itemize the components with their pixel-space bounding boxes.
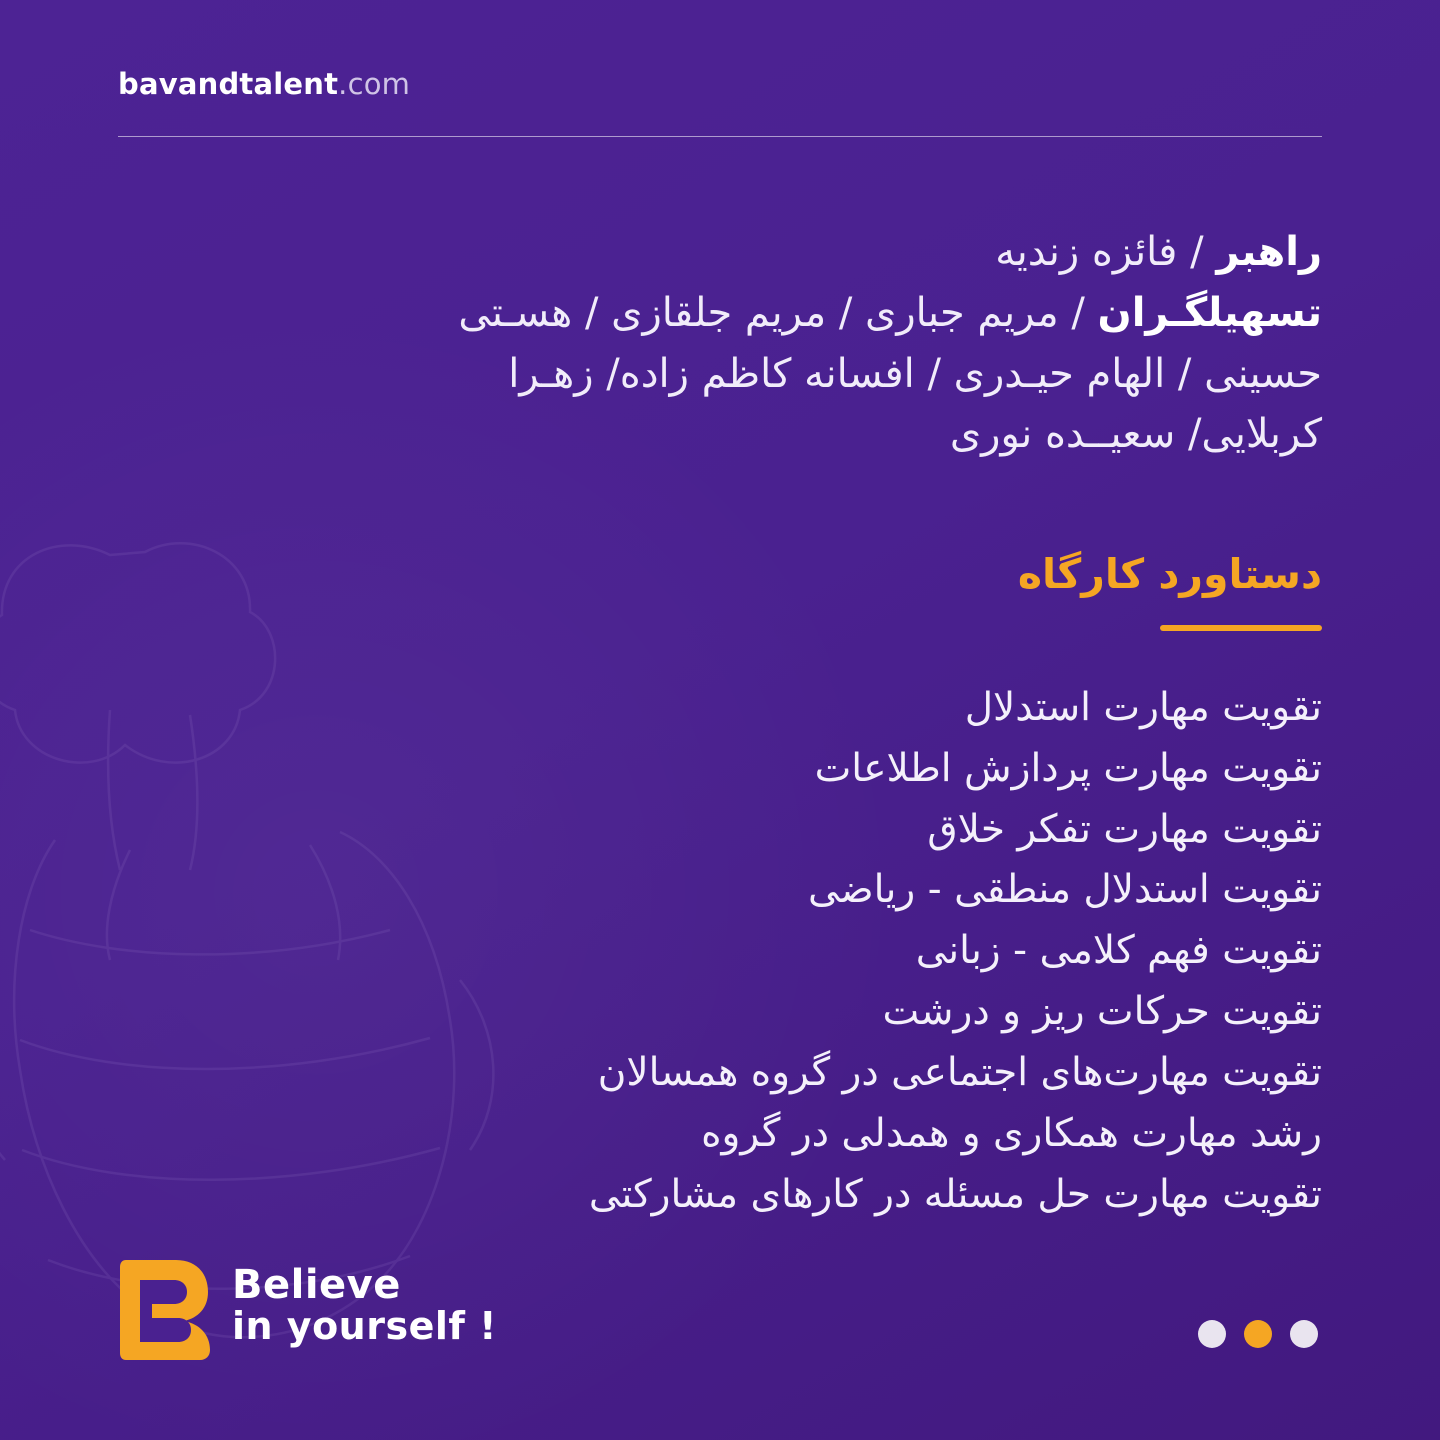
list-item: تقویت استدلال منطقی - ریاضی — [808, 867, 1322, 913]
list-item: تقویت مهارت تفکر خلاق — [927, 806, 1322, 852]
bavand-logo-icon — [118, 1250, 210, 1362]
pagination-dot-2[interactable] — [1244, 1320, 1272, 1348]
credit-facilitators — [387, 283, 1322, 465]
outcomes-list — [262, 678, 1322, 1225]
list-item: تقویت مهارت‌های اجتماعی در گروه همسالان — [597, 1049, 1322, 1095]
credit-leader-label: راهبر — [1216, 229, 1322, 275]
brand-name: bavandtalent — [118, 67, 339, 101]
pagination-dot-1[interactable] — [1290, 1320, 1318, 1348]
section-header — [387, 548, 1322, 635]
credits-block — [387, 222, 1322, 465]
pagination-dot-3[interactable] — [1198, 1320, 1226, 1348]
list-item: تقویت مهارت استدلال — [964, 685, 1322, 730]
credit-facilitators-label: تسهیلگـران — [1097, 289, 1322, 336]
section-underline — [1160, 625, 1322, 631]
list-item: تقویت فهم کلامی - زبانی — [915, 928, 1322, 974]
logo-tagline — [232, 1262, 497, 1349]
brand-wordmark — [118, 67, 411, 101]
logo-tagline-line1: Believe — [232, 1262, 401, 1309]
list-item: رشد مهارت همکاری و همدلی در گروه — [701, 1110, 1322, 1156]
header-divider — [118, 136, 1322, 137]
credit-leader-value: / فائزه زندیه — [995, 229, 1204, 275]
list-item: تقویت مهارت پردازش اطلاعات — [814, 745, 1322, 791]
pagination-dots[interactable] — [1198, 1320, 1318, 1348]
logo-tagline-line2: in yourself ! — [232, 1304, 497, 1349]
list-item: تقویت مهارت حل مسئله در کارهای مشارکتی — [588, 1171, 1322, 1217]
section-title: دستاورد کارگاه — [1017, 550, 1322, 598]
brand-tld: .com — [338, 67, 411, 101]
credit-facilitators-value: / مریم جباری / مریم جلقازی / هسـتی حسینی / الهام حیـدری / افسانه کاظم زاده/ زهـرا کربلایی/ سعیــده نوری — [458, 289, 1322, 458]
list-item: تقویت حرکات ریز و درشت — [882, 989, 1322, 1035]
footer-logo — [118, 1250, 497, 1362]
credit-leader — [387, 222, 1322, 283]
header — [118, 67, 1322, 142]
